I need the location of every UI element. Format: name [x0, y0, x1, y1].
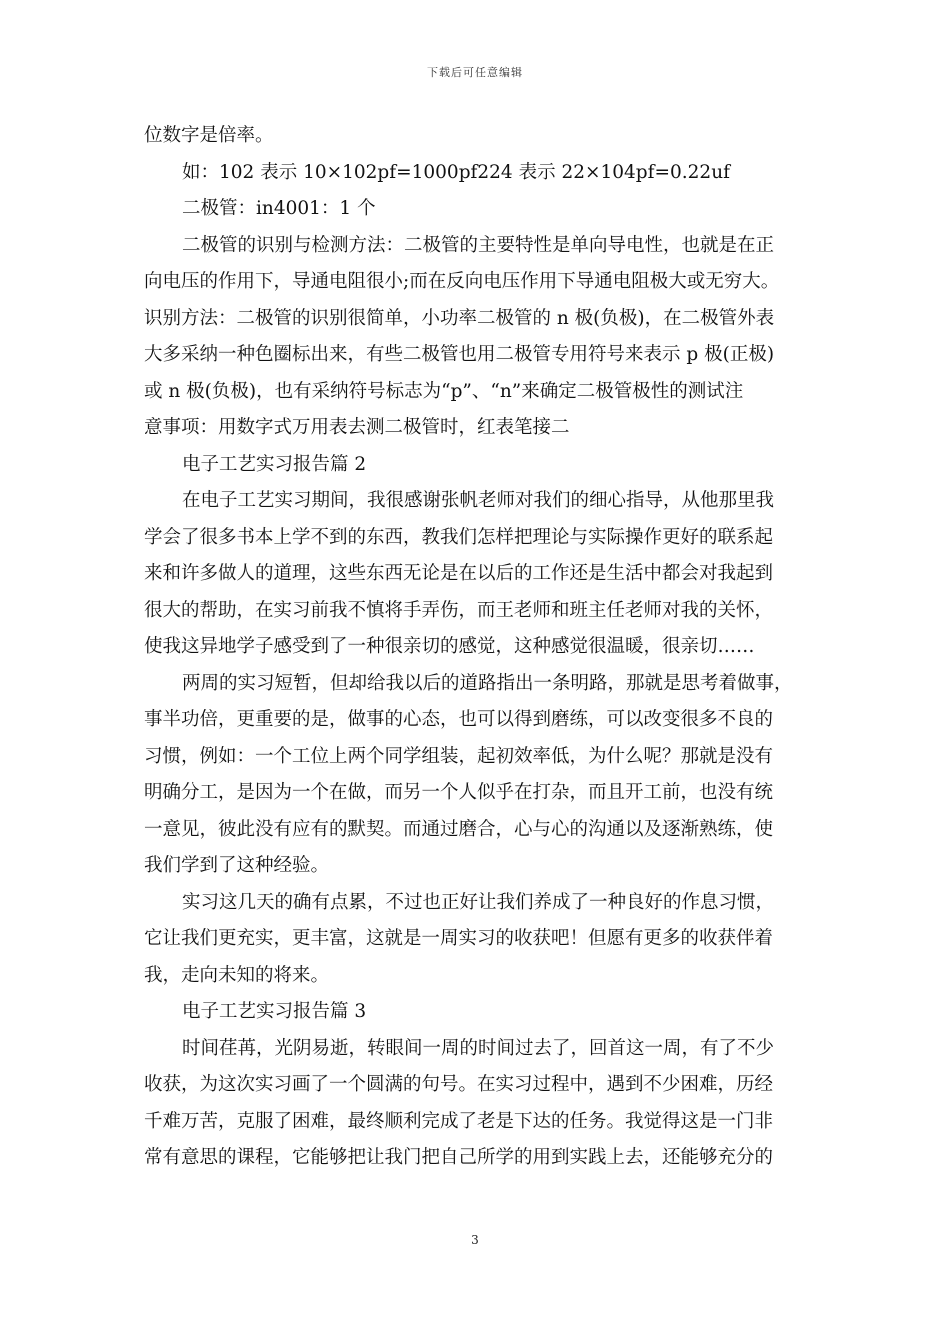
text-line: 如：102 表示 10×102pf=1000pf224 表示 22×104pf=0.22uf — [182, 161, 730, 183]
text-line: 它让我们更充实，更丰富，这就是一周实习的收获吧！但愿有更多的收获伴着 — [144, 928, 774, 949]
document-body — [144, 118, 809, 1177]
text-line: 时间荏苒，光阴易逝，转眼间一周的时间过去了，回首这一周，有了不少 — [182, 1037, 775, 1059]
text-line: 收获，为这次实习画了一个圆满的句号。在实习过程中，遇到不少困难，历经 — [144, 1074, 774, 1095]
text-line: 我们学到了这种经验。 — [144, 855, 330, 876]
page-number: 3 — [471, 1233, 479, 1247]
text-line: 来和许多做人的道理，这些东西无论是在以后的工作还是生活中都会对我起到 — [144, 563, 774, 584]
text-line: 实习这几天的确有点累，不过也正好让我们养成了一种良好的作息习惯， — [182, 891, 775, 913]
text-line: 在电子工艺实习期间，我很感谢张帆老师对我们的细心指导，从他那里我 — [182, 490, 775, 511]
text-line: 位数字是倍率。 — [144, 125, 274, 146]
text-line: 两周的实习短暂，但却给我以后的道路指出一条明路，那就是思考着做事， — [182, 672, 793, 694]
text-line: 学会了很多书本上学不到的东西，教我们怎样把理论与实际操作更好的联系起 — [144, 526, 774, 548]
page-header: 下载后可任意编辑 — [427, 66, 523, 79]
text-line: 明确分工，是因为一个在做，而另一个人似乎在打杂，而且开工前，也没有统 — [144, 782, 774, 803]
text-line: 习惯，例如：一个工位上两个同学组装，起初效率低，为什么呢？那就是没有 — [144, 745, 774, 767]
section-heading: 电子工艺实习报告篇 2 — [182, 453, 367, 475]
text-line: 我，走向未知的将来。 — [144, 964, 330, 986]
text-line: 大多采纳一种色圈标出来，有些二极管也用二极管专用符号来表示 p 极(正极) — [144, 344, 775, 365]
text-line: 二极管：in4001：1 个 — [182, 198, 376, 219]
text-line: 使我这异地学子感受到了一种很亲切的感觉，这种感觉很温暖，很亲切…… — [144, 636, 755, 657]
text-line: 意事项：用数字式万用表去测二极管时，红表笔接二 — [144, 417, 570, 438]
text-line: 一意见，彼此没有应有的默契。而通过磨合，心与心的沟通以及逐渐熟练，使 — [144, 818, 774, 840]
text-line: 识别方法：二极管的识别很简单，小功率二极管的 n 极(负极)，在二极管外表 — [144, 307, 775, 329]
text-line: 或 n 极(负极)，也有采纳符号标志为“p”、“n”来确定二极管极性的测试注 — [144, 380, 744, 402]
text-line: 千难万苦，克服了困难，最终顺利完成了老是下达的任务。我觉得这是一门非 — [144, 1110, 774, 1132]
section-heading: 电子工艺实习报告篇 3 — [182, 1001, 367, 1022]
text-line: 很大的帮助，在实习前我不慎将手弄伤，而王老师和班主任老师对我的关怀， — [144, 599, 774, 621]
text-line: 向电压的作用下，导通电阻很小;而在反向电压作用下导通电阻极大或无穷大。 — [144, 271, 780, 292]
text-line: 事半功倍，更重要的是，做事的心态，也可以得到磨练，可以改变很多不良的 — [144, 709, 774, 730]
text-line: 常有意思的课程，它能够把让我门把自己所学的用到实践上去，还能够充分的 — [144, 1147, 774, 1168]
text-line: 二极管的识别与检测方法：二极管的主要特性是单向导电性，也就是在正 — [182, 234, 775, 256]
